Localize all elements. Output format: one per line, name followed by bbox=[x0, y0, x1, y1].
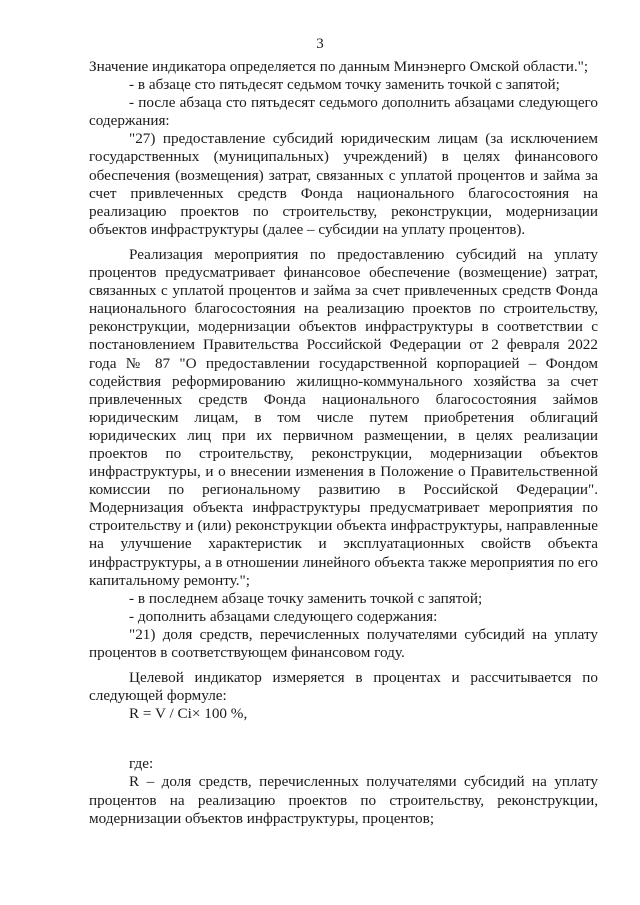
page-number: 3 bbox=[316, 36, 324, 52]
paragraph-last-paragraph-amend: - в последнем абзаце точку заменить точкой с запятой; bbox=[129, 589, 483, 607]
paragraph-amend-157: - в абзаце сто пятьдесят седьмом точку заменить точкой с запятой; bbox=[129, 76, 560, 94]
definition-r: R – доля средств, перечисленных получателями субсидий на уплату процентов на реализацию проектов по строительству, реконструкции, модернизации объектов инфраструктуры, процентов; bbox=[89, 773, 598, 827]
paragraph-add-after-157: - после абзаца сто пятьдесят седьмого дополнить абзацами следующего содержания: bbox=[89, 94, 598, 130]
paragraph-item-21: "21) доля средств, перечисленных получателями субсидий на уплату процентов в соответствующем финансовом году. bbox=[89, 625, 598, 661]
document-body bbox=[89, 58, 598, 828]
paragraph-indicator-source: Значение индикатора определяется по данным Минэнерго Омской области."; bbox=[89, 58, 589, 75]
formula: R = V / Ci× 100 %, bbox=[129, 705, 248, 723]
paragraph-implementation: Реализация мероприятия по предоставлению субсидий на уплату процентов предусматривает финансовое обеспечение (возмещение) затрат, связанных с уплатой процентов и займа за счет привлеченных средств Фонда национального благосостояния на реализацию проектов по строительству, реконструкции, модернизации объектов инфраструктуры в соответствии с постановлением Правительства Российской Федерации от 2 февраля 2022 года № 87 "О предоставлении государственной корпорацией – Фондом содействия реформированию жилищно-коммунального хозяйства за счет привлеченных средств Фонда национального благосостояния займов юридическим лицам, в том числе путем приобретения облигаций юридических лиц при их первичном размещении, в целях реализации проектов по строительству, реконструкции, модернизации объектов инфраструктуры, и о внесении изменения в Положение о Правительственной комиссии по региональному развитию в Российской Федерации". Модернизация объекта инфраструктуры предусматривает мероприятия по строительству и (или) реконструкции объекта инфраструктуры, направленные на улучшение характеристик и эксплуатационных свойств объекта инфраструктуры, а в отношении линейного объекта также мероприятия по его капитальному ремонту."; bbox=[89, 245, 598, 589]
where-label: где: bbox=[129, 755, 154, 773]
paragraph-add-following: - дополнить абзацами следующего содержания: bbox=[129, 607, 438, 625]
paragraph-indicator-formula-intro: Целевой индикатор измеряется в процентах и рассчитывается по следующей формуле: bbox=[89, 669, 598, 705]
paragraph-item-27: "27) предоставление субсидий юридическим лицам (за исключением государственных (муниципальных) учреждений) в целях финансового обеспечения (возмещения) затрат, связанных с уплатой процентов и займа за счет привлеченных средств Фонда национального благосостояния на реализацию проектов по строительству, реконструкции, модернизации объектов инфраструктуры (далее – субсидии на уплату процентов). bbox=[89, 130, 598, 238]
